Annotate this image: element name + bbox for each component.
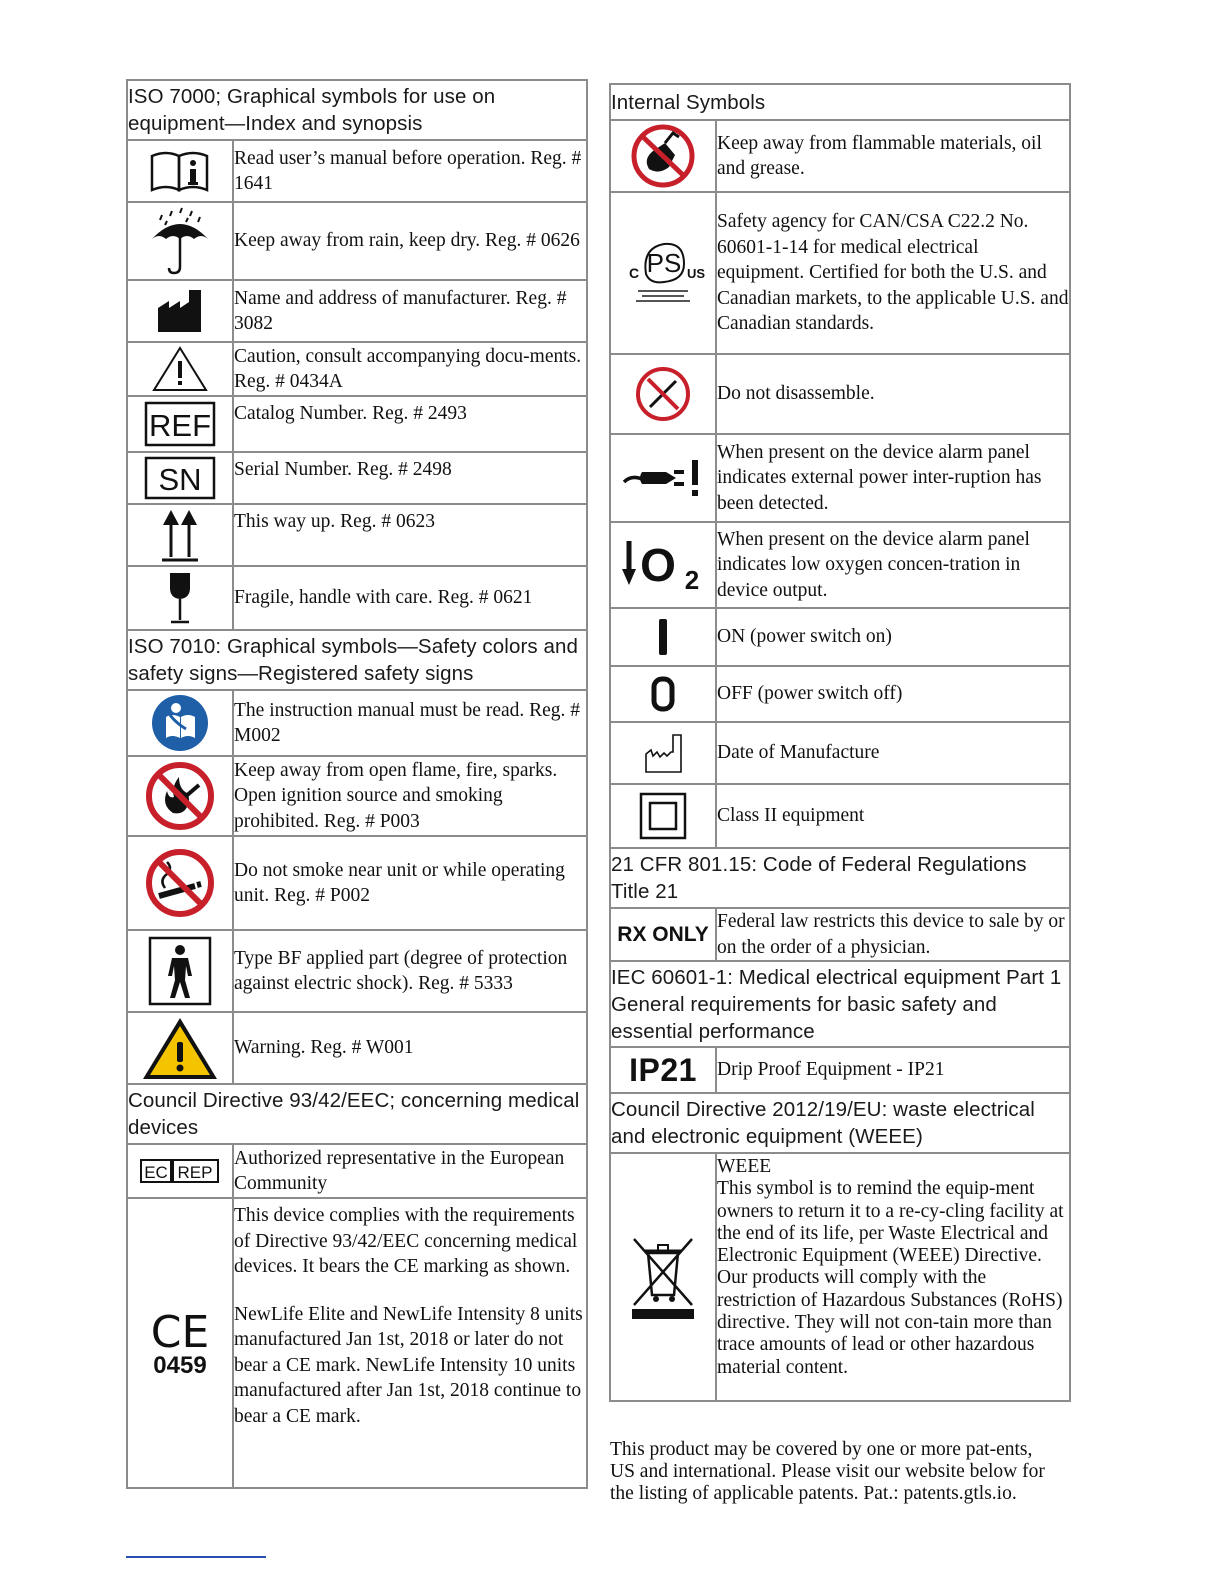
symbol-row <box>127 756 587 836</box>
symbol-row <box>610 1047 1070 1093</box>
instruction-manual-blue-icon <box>127 690 233 756</box>
iso-symbols-table-left <box>126 79 588 1489</box>
symbol-description: Class II equipment <box>716 784 1070 848</box>
symbol-row <box>127 690 587 756</box>
symbol-description: OFF (power switch off) <box>716 666 1070 722</box>
symbol-description: Fragile, handle with care. Reg. # 0621 <box>233 566 587 630</box>
symbol-description: Drip Proof Equipment - IP21 <box>716 1047 1070 1093</box>
symbol-description: Catalog Number. Reg. # 2493 <box>233 396 587 452</box>
symbol-row <box>610 434 1070 522</box>
symbol-row <box>127 930 587 1012</box>
patent-footer-note: This product may be covered by one or more pat-ents, US and international. Please visit our website below for the listing of applicable patents. Pat.: patents.gtls.io. <box>610 1439 1045 1504</box>
ref-icon-text: REF <box>149 408 211 443</box>
section-header-row <box>127 80 587 140</box>
section-header-row <box>127 1084 587 1144</box>
cfr-header: 21 CFR 801.15: Code of Federal Regulations Title 21 <box>610 848 1070 908</box>
symbol-row <box>610 908 1070 961</box>
symbol-row <box>610 354 1070 434</box>
ec-rep-icon <box>127 1144 233 1198</box>
weee-description <box>716 1153 1070 1401</box>
no-smoking-icon <box>127 836 233 930</box>
no-flammable-oil-grease-icon <box>610 120 716 192</box>
symbol-row <box>610 666 1070 722</box>
weee-title: WEEE <box>717 1156 772 1177</box>
do-not-disassemble-icon <box>610 354 716 434</box>
ip21-symbol: IP21 <box>610 1047 716 1093</box>
symbol-row <box>610 1153 1070 1401</box>
csa-certification-icon <box>610 192 716 354</box>
o2-subscript: 2 <box>684 565 700 593</box>
symbol-description: Keep away from rain, keep dry. Reg. # 0626 <box>233 202 587 280</box>
symbol-description: When present on the device alarm panel indicates external power inter-ruption has been detected. <box>716 434 1070 522</box>
symbol-row <box>610 192 1070 354</box>
manufacturer-factory-icon <box>127 280 233 342</box>
ce-mark-text: CE <box>150 1309 210 1358</box>
symbol-row <box>127 566 587 630</box>
symbol-row <box>127 342 587 396</box>
symbol-description: Date of Manufacture <box>716 722 1070 784</box>
symbol-row <box>127 280 587 342</box>
symbol-description: Safety agency for CAN/CSA C22.2 No. 60601-1-14 for medical electrical equipment. Certified for both the U.S. and Canadian markets, to the applicable U.S. and Canadian standards. <box>716 192 1070 354</box>
rep-text: REP <box>177 1163 213 1182</box>
rx-only-symbol: RX ONLY <box>610 908 716 961</box>
symbol-description: Keep away from flammable materials, oil and grease. <box>716 120 1070 192</box>
symbol-row <box>610 120 1070 192</box>
symbol-description: Federal law restricts this device to sale by or on the order of a physician. <box>716 908 1070 961</box>
symbol-row <box>127 504 587 566</box>
caution-triangle-icon <box>127 342 233 396</box>
warning-yellow-triangle-icon <box>127 1012 233 1084</box>
ref-catalog-icon <box>127 396 233 452</box>
read-manual-icon <box>127 140 233 202</box>
iso7010-header: ISO 7010: Graphical symbols—Safety colors and safety signs—Registered safety signs <box>127 630 587 690</box>
symbol-row <box>610 608 1070 666</box>
weee-paragraph-2: Our products will comply with the restriction of Hazardous Substances (RoHS) directive. They will not con-tain more than trace amounts of lead or other hazardous material content. <box>717 1267 1063 1378</box>
ce-mark-icon <box>127 1198 233 1488</box>
council-directive-header: Council Directive 93/42/EEC; concerning medical devices <box>127 1084 587 1144</box>
power-interruption-alarm-icon <box>610 434 716 522</box>
serial-number-icon <box>127 452 233 504</box>
symbols-table-right <box>609 83 1071 1402</box>
power-on-icon <box>610 608 716 666</box>
symbol-description: ON (power switch on) <box>716 608 1070 666</box>
section-header-row <box>610 961 1070 1047</box>
symbol-row <box>127 396 587 452</box>
symbol-row <box>610 722 1070 784</box>
symbol-description: Read user’s manual before operation. Reg. # 1641 <box>233 140 587 202</box>
symbol-description: Keep away from open flame, fire, sparks. Open ignition source and smoking prohibited. Reg. # P003 <box>233 756 587 836</box>
symbol-description: Name and address of manufacturer. Reg. # 3082 <box>233 280 587 342</box>
page-footer-link-rule <box>126 1556 266 1558</box>
fragile-glass-icon <box>127 566 233 630</box>
sn-icon-text: SN <box>158 462 202 497</box>
ce-number: 0459 <box>153 1352 207 1377</box>
section-header-row <box>610 848 1070 908</box>
csa-us-text: US <box>686 266 706 281</box>
symbol-row <box>610 522 1070 608</box>
csa-ps-text: PS <box>646 248 682 278</box>
symbol-description: This way up. Reg. # 0623 <box>233 504 587 566</box>
symbol-description: Serial Number. Reg. # 2498 <box>233 452 587 504</box>
section-header-row <box>610 84 1070 120</box>
low-oxygen-alarm-icon <box>610 522 716 608</box>
symbol-row <box>610 784 1070 848</box>
csa-c-text: C <box>628 265 640 281</box>
this-way-up-icon <box>127 504 233 566</box>
symbol-row <box>127 452 587 504</box>
symbol-row <box>127 836 587 930</box>
ce-description <box>233 1198 587 1488</box>
iec-header: IEC 60601-1: Medical electrical equipment Part 1 General requirements for basic safety and essential performance <box>610 961 1070 1047</box>
symbol-description: Warning. Reg. # W001 <box>233 1012 587 1084</box>
internal-symbols-header: Internal Symbols <box>610 84 1070 120</box>
type-bf-applied-part-icon <box>127 930 233 1012</box>
section-header-row <box>610 1093 1070 1153</box>
symbol-row <box>127 1198 587 1488</box>
ce-paragraph-1: This device complies with the requirements of Directive 93/42/EEC concerning medical devices. It bears the CE marking as shown. <box>234 1205 578 1277</box>
o2-text: O <box>640 539 676 591</box>
power-off-icon <box>610 666 716 722</box>
weee-crossed-bin-icon <box>610 1153 716 1401</box>
keep-dry-umbrella-icon <box>127 202 233 280</box>
ec-text: EC <box>144 1163 168 1182</box>
weee-paragraph-1: This symbol is to remind the equip-ment owners to return it to a re-cy-cling facility at the end of its life, per Waste Electrical and Electronic Equipment (WEEE) Directive. <box>717 1178 1064 1267</box>
no-open-flame-icon <box>127 756 233 836</box>
symbol-description: Type BF applied part (degree of protection against electric shock). Reg. # 5333 <box>233 930 587 1012</box>
symbol-description: Do not disassemble. <box>716 354 1070 434</box>
date-of-manufacture-icon <box>610 722 716 784</box>
symbol-description: Caution, consult accompanying docu-ments. Reg. # 0434A <box>233 342 587 396</box>
symbol-row <box>127 140 587 202</box>
symbol-description: Do not smoke near unit or while operating unit. Reg. # P002 <box>233 836 587 930</box>
symbol-row <box>127 1144 587 1198</box>
ce-paragraph-2: NewLife Elite and NewLife Intensity 8 units manufactured Jan 1st, 2018 or later do not bear a CE mark. NewLife Intensity 10 units manufactured after Jan 1st, 2018 continue to bear a CE mark. <box>234 1303 583 1427</box>
class-ii-equipment-icon <box>610 784 716 848</box>
symbol-row <box>127 1012 587 1084</box>
weee-header: Council Directive 2012/19/EU: waste electrical and electronic equipment (WEEE) <box>610 1093 1070 1153</box>
symbol-description: Authorized representative in the European Community <box>233 1144 587 1198</box>
iso7000-header: ISO 7000; Graphical symbols for use on equipment—Index and synopsis <box>127 80 587 140</box>
symbol-description: The instruction manual must be read. Reg. # M002 <box>233 690 587 756</box>
symbol-description: When present on the device alarm panel indicates low oxygen concen-tration in device output. <box>716 522 1070 608</box>
section-header-row <box>127 630 587 690</box>
symbol-row <box>127 202 587 280</box>
